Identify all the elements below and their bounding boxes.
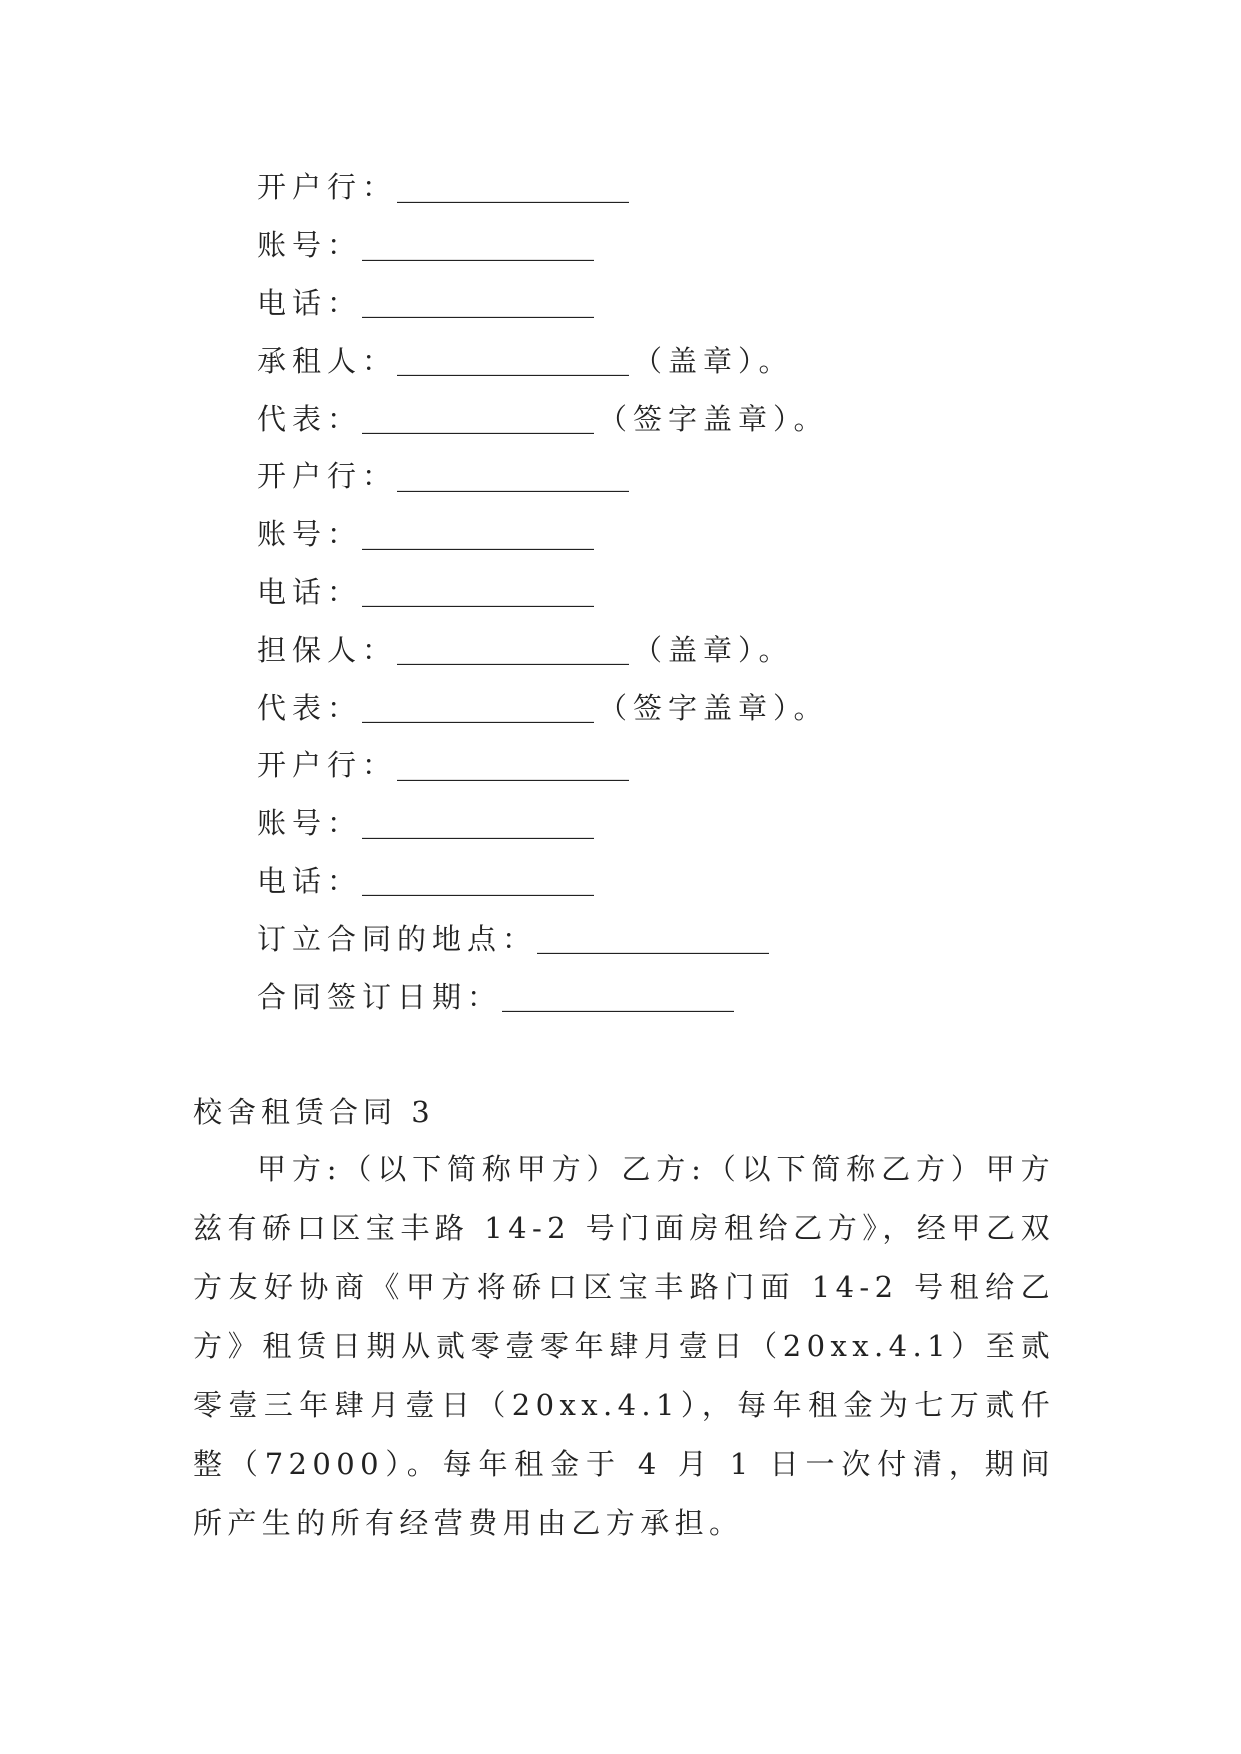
field-blank-line: ________________: [362, 515, 595, 550]
field-blank-line: ________________: [537, 920, 770, 955]
field-row: [257, 215, 829, 273]
field-row: [257, 330, 829, 388]
field-row: [257, 908, 829, 966]
field-blank-line: ________________: [362, 226, 595, 261]
field-blank-line: ________________: [397, 168, 630, 203]
contract-paragraph: 甲方:（以下简称甲方）乙方:（以下简称乙方）甲方兹有硚口区宝丰路 14-2 号门面房租给乙方》，经甲乙双方友好协商《甲方将硚口区宝丰路门面 14-2 号租给乙方》租赁日期从贰零壹零年肆月壹日（20xx.4.1）至贰零壹三年肆月壹日（20xx.4.1），每年租金为七万贰仟整（72000）。每年租金于 4 月 1 日一次付清，期间所产生的所有经营费用由乙方承担。: [193, 1152, 1055, 1540]
field-row: [257, 446, 829, 504]
field-label: 开户行：: [257, 748, 398, 783]
field-blank-line: ________________: [397, 457, 630, 492]
field-suffix: （盖章）。: [633, 632, 794, 667]
field-blank-line: ________________: [502, 978, 735, 1013]
field-suffix: （签字盖章）。: [598, 690, 829, 725]
field-blank-line: ________________: [362, 284, 595, 319]
field-row: [257, 619, 829, 677]
field-blank-line: ________________: [397, 746, 630, 781]
field-row: [257, 735, 829, 793]
field-suffix: （盖章）。: [633, 343, 794, 378]
field-label: 账号：: [257, 806, 363, 841]
field-row: [257, 273, 829, 331]
section-title: 校舍租赁合同 3: [193, 1095, 435, 1129]
field-label: 订立合同的地点：: [257, 921, 538, 956]
field-suffix: （签字盖章）。: [598, 401, 829, 436]
field-label: 电话：: [257, 574, 363, 609]
field-blank-line: ________________: [362, 400, 595, 435]
field-label: 账号：: [257, 517, 363, 552]
field-label: 代表：: [257, 401, 363, 436]
field-label: 开户行：: [257, 170, 398, 205]
field-label: 担保人：: [257, 632, 398, 667]
field-row: [257, 793, 829, 851]
field-blank-line: ________________: [362, 862, 595, 897]
field-row: [257, 562, 829, 620]
field-row: [257, 504, 829, 562]
field-row: [257, 677, 829, 735]
field-blank-line: ________________: [397, 342, 630, 377]
field-label: 合同签订日期：: [257, 979, 503, 1014]
field-row: [257, 157, 829, 215]
field-row: [257, 388, 829, 446]
field-label: 承租人：: [257, 343, 398, 378]
field-row: [257, 966, 829, 1024]
field-label: 代表：: [257, 690, 363, 725]
field-blank-line: ________________: [362, 689, 595, 724]
field-blank-line: ________________: [397, 631, 630, 666]
field-label: 电话：: [257, 863, 363, 898]
field-blank-line: ________________: [362, 804, 595, 839]
signature-field-list: [257, 157, 829, 1024]
field-label: 账号：: [257, 228, 363, 263]
field-row: [257, 851, 829, 909]
field-label: 电话：: [257, 285, 363, 320]
field-label: 开户行：: [257, 459, 398, 494]
field-blank-line: ________________: [362, 573, 595, 608]
